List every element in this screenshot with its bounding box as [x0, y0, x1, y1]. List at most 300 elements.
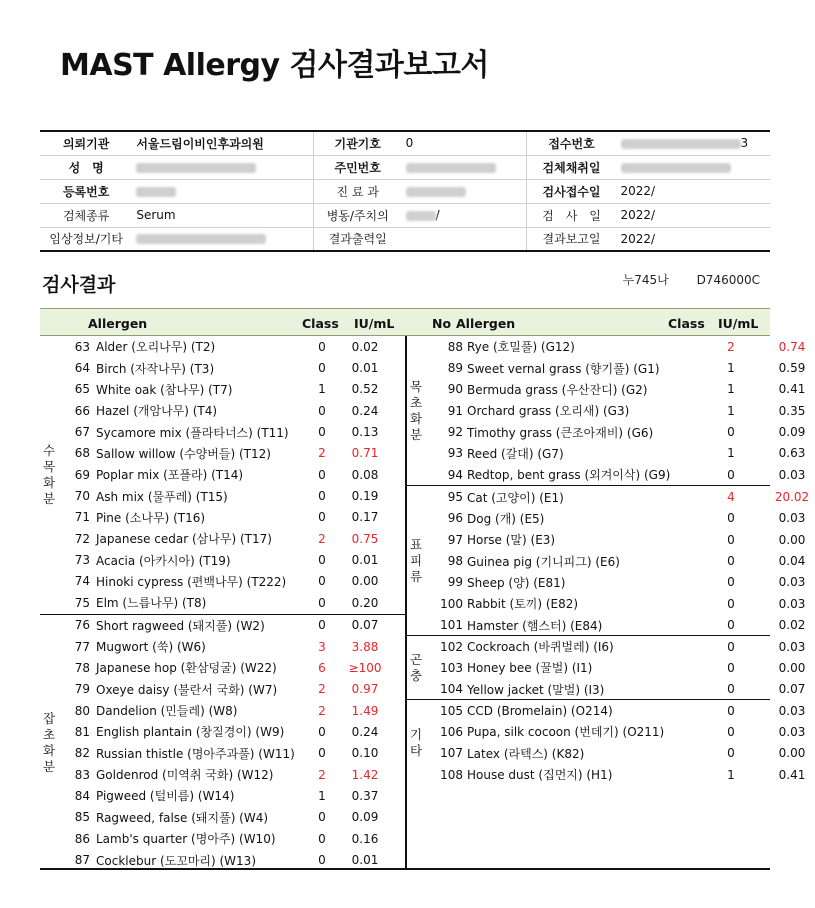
allergen-name: Dog (개) (E5) [467, 511, 545, 526]
allergen-number: 85 [74, 810, 90, 825]
allergen-row [54, 528, 405, 549]
info-label: 접수번호 [526, 131, 617, 155]
info-value-text: 서울드림이비인후과의원 [136, 136, 264, 151]
header-allergen: Allergen [88, 316, 148, 331]
allergen-iu: 20.02 [774, 490, 810, 505]
allergen-iu: 0.09 [351, 810, 379, 825]
allergen-name: Reed (갈대) (G7) [467, 446, 564, 461]
allergen-iu: 0.00 [778, 532, 806, 547]
allergen-iu: 0.03 [778, 639, 806, 654]
allergen-row [54, 721, 405, 742]
allergen-name: Cockroach (바퀴벌레) (I6) [467, 640, 614, 655]
allergen-row [54, 443, 405, 464]
allergen-row [421, 443, 806, 464]
allergen-number: 102 [440, 639, 463, 654]
allergen-number: 95 [447, 490, 463, 505]
allergen-group [407, 485, 810, 635]
allergen-iu: 0.07 [778, 682, 806, 697]
info-label: 결과출력일 [313, 227, 401, 251]
allergen-iu: 1.49 [351, 703, 379, 718]
allergen-name: Rye (호밀풀) (G12) [467, 340, 575, 355]
allergen-class: 0 [318, 810, 326, 825]
group-title: 잡초화분 [42, 710, 56, 774]
info-value [132, 227, 313, 251]
allergen-name: English plantain (창질경이) (W9) [96, 725, 285, 740]
info-value-text: 2022/ [620, 208, 656, 222]
allergen-class: 0 [727, 425, 735, 440]
allergen-iu: 0.19 [351, 489, 379, 504]
allergen-iu: 0.02 [351, 339, 379, 354]
allergen-name: Elm (느릅나무) (T8) [96, 596, 207, 611]
redacted-value [406, 163, 496, 173]
info-row [40, 227, 770, 251]
info-label: 결과보고일 [526, 227, 617, 251]
results-heading: 검사결과 [42, 274, 116, 296]
allergen-row [54, 849, 405, 870]
allergen-name: Guinea pig (기니피그) (E6) [467, 554, 620, 569]
allergen-iu: 0.03 [778, 467, 806, 482]
allergen-row [421, 357, 806, 378]
info-value-text: 2022/ [620, 231, 656, 246]
allergen-name: Rabbit (토끼) (E82) [467, 597, 579, 612]
allergen-name: Sheep (양) (E81) [467, 575, 566, 590]
allergen-row [421, 636, 806, 657]
allergen-iu: 0.16 [351, 831, 379, 846]
allergen-iu: 0.13 [351, 425, 379, 440]
allergen-name: Cat (고양이) (E1) [467, 490, 564, 505]
allergen-class: 0 [727, 639, 735, 654]
allergen-class: 1 [318, 788, 326, 803]
allergen-row [421, 400, 806, 421]
info-value [617, 227, 771, 251]
allergen-iu: 0.03 [778, 511, 806, 526]
allergen-class: 0 [727, 554, 735, 569]
allergen-iu: 0.71 [351, 446, 379, 461]
group-title: 수목화분 [42, 442, 56, 506]
allergen-number: 78 [74, 660, 90, 675]
report-title: MAST Allergy 검사결과보고서 [60, 48, 489, 83]
allergen-iu: 0.41 [778, 382, 806, 397]
info-value [402, 179, 526, 203]
allergen-name: Poplar mix (포플라) (T14) [96, 468, 244, 483]
allergen-iu: 0.24 [351, 724, 379, 739]
allergen-number: 104 [440, 682, 463, 697]
allergen-class: 0 [727, 660, 735, 675]
allergen-iu: 0.08 [351, 467, 379, 482]
allergen-number: 64 [74, 361, 90, 376]
allergen-name: Ash mix (물푸레) (T15) [96, 489, 228, 504]
info-label: 임상정보/기타 [40, 227, 132, 251]
allergen-number: 79 [74, 682, 90, 697]
info-value [402, 227, 526, 251]
allergen-class: 0 [318, 574, 326, 589]
allergen-name: Horse (말) (E3) [467, 533, 556, 548]
report-code: D746000C [696, 273, 760, 287]
allergen-number: 75 [74, 595, 90, 610]
allergen-row [54, 657, 405, 678]
allergen-class: 0 [318, 339, 326, 354]
allergen-number: 101 [440, 618, 463, 633]
allergen-number: 84 [74, 788, 90, 803]
allergen-row [421, 572, 806, 593]
allergen-row [54, 549, 405, 570]
allergen-number: 92 [447, 425, 463, 440]
allergen-name: Birch (자작나무) (T3) [96, 361, 215, 376]
allergen-number: 68 [74, 446, 90, 461]
info-row [40, 131, 770, 155]
allergen-row [54, 507, 405, 528]
allergen-class: 0 [318, 618, 326, 633]
allergen-number: 93 [447, 446, 463, 461]
allergen-number: 105 [440, 703, 463, 718]
group-title: 곤충 [409, 651, 423, 683]
info-value-text: 0 [405, 136, 414, 151]
allergen-row [421, 615, 806, 636]
allergen-number: 81 [74, 724, 90, 739]
allergen-number: 63 [74, 339, 90, 354]
allergen-name: Short ragweed (돼지풀) (W2) [96, 618, 265, 633]
allergen-iu: ≥100 [348, 660, 382, 675]
info-label: 기관기호 [313, 131, 401, 155]
allergen-number: 66 [74, 403, 90, 418]
allergen-name: Acacia (아카시아) (T19) [96, 553, 231, 568]
allergen-number: 97 [447, 532, 463, 547]
allergen-iu: 0.01 [351, 853, 379, 867]
allergen-number: 103 [440, 660, 463, 675]
allergen-row [421, 593, 806, 614]
allergen-number: 94 [447, 467, 463, 482]
allergen-number: 87 [74, 853, 90, 867]
allergen-number: 99 [447, 575, 463, 590]
allergen-row [421, 700, 806, 721]
allergen-class: 2 [727, 339, 735, 354]
header-no: No [432, 316, 452, 331]
group-title: 기타 [409, 726, 423, 758]
allergen-class: 1 [727, 446, 735, 461]
allergen-class: 0 [727, 467, 735, 482]
allergen-number: 108 [440, 767, 463, 782]
allergen-iu: 1.42 [351, 767, 379, 782]
allergen-name: Hamster (햄스터) (E84) [467, 618, 603, 633]
allergen-number: 76 [74, 618, 90, 633]
allergen-number: 65 [74, 382, 90, 397]
allergen-iu: 0.17 [351, 510, 379, 525]
allergen-number: 73 [74, 553, 90, 568]
allergen-group [40, 336, 405, 613]
allergen-number: 74 [74, 574, 90, 589]
allergen-row [54, 357, 405, 378]
info-value-text: Serum [136, 208, 176, 222]
allergen-name: CCD (Bromelain) (O214) [467, 703, 613, 718]
allergen-class: 2 [318, 703, 326, 718]
allergen-row [54, 785, 405, 806]
allergen-iu: 0.63 [778, 446, 806, 461]
allergen-class: 1 [318, 382, 326, 397]
redacted-value [621, 139, 741, 149]
allergen-iu: 3.88 [351, 639, 379, 654]
allergen-number: 100 [440, 596, 463, 611]
allergen-number: 71 [74, 510, 90, 525]
allergen-class: 0 [727, 575, 735, 590]
allergen-class: 1 [727, 361, 735, 376]
allergen-row [54, 700, 405, 721]
allergen-iu: 0.52 [351, 382, 379, 397]
header-iu: IU/mL [718, 316, 759, 331]
allergen-class: 3 [318, 639, 326, 654]
allergen-row [421, 508, 806, 529]
info-row [40, 155, 770, 179]
allergen-name: Sweet vernal grass (향기풀) (G1) [467, 361, 660, 376]
info-value [132, 203, 313, 227]
allergen-row [54, 592, 405, 613]
allergen-name: Goldenrod (미역취 국화) (W12) [96, 768, 274, 783]
allergen-name: White oak (참나무) (T7) [96, 382, 233, 397]
header-class: Class [302, 316, 339, 331]
header-iu: IU/mL [354, 316, 395, 331]
allergen-number: 91 [447, 403, 463, 418]
allergen-iu: 0.03 [778, 724, 806, 739]
allergen-name: Hinoki cypress (편백나무) (T222) [96, 574, 287, 589]
allergen-iu: 0.35 [778, 403, 806, 418]
results-table-header [40, 308, 770, 336]
allergen-name: Timothy grass (큰조아재비) (G6) [467, 425, 654, 440]
allergen-group [407, 336, 806, 485]
allergen-name: Sycamore mix (플라타너스) (T11) [96, 425, 289, 440]
redacted-value [406, 211, 436, 221]
allergen-number: 82 [74, 746, 90, 761]
info-value [402, 131, 526, 155]
allergen-class: 0 [318, 553, 326, 568]
allergen-iu: 0.00 [778, 746, 806, 761]
info-value [132, 131, 313, 155]
allergen-number: 69 [74, 467, 90, 482]
info-label: 검체종류 [40, 203, 132, 227]
group-title: 표피류 [409, 537, 423, 585]
allergen-class: 0 [318, 489, 326, 504]
header-allergen: Allergen [456, 316, 516, 331]
allergen-iu: 0.07 [351, 618, 379, 633]
info-value [132, 155, 313, 179]
allergen-name: Orchard grass (오리새) (G3) [467, 404, 630, 419]
allergen-row [54, 615, 405, 636]
info-label: 병동/주치의 [313, 203, 401, 227]
header-class: Class [668, 316, 705, 331]
allergen-iu: 0.41 [778, 767, 806, 782]
allergen-name: Oxeye daisy (불란서 국화) (W7) [96, 682, 278, 697]
info-label: 등록번호 [40, 179, 132, 203]
allergen-name: Sallow willow (수양버들) (T12) [96, 446, 271, 461]
allergen-row [54, 828, 405, 849]
allergen-class: 0 [727, 746, 735, 761]
allergen-group [40, 614, 405, 871]
allergen-class: 0 [727, 596, 735, 611]
info-label: 진 료 과 [313, 179, 401, 203]
allergen-iu: 0.01 [351, 553, 379, 568]
allergen-class: 2 [318, 446, 326, 461]
allergen-name: Japanese cedar (삼나무) (T17) [96, 532, 272, 547]
allergen-class: 0 [727, 532, 735, 547]
allergen-class: 0 [318, 467, 326, 482]
allergen-name: Pigweed (털비름) (W14) [96, 789, 235, 804]
allergen-name: Bermuda grass (우산잔디) (G2) [467, 382, 648, 397]
allergen-row [421, 550, 806, 571]
allergen-class: 1 [727, 403, 735, 418]
redacted-value [136, 234, 266, 244]
allergen-row [54, 679, 405, 700]
info-label: 검 사 일 [526, 203, 617, 227]
allergen-row [54, 421, 405, 442]
allergen-row [54, 485, 405, 506]
allergen-iu: 0.01 [351, 361, 379, 376]
allergen-row [421, 336, 806, 357]
allergen-class: 0 [318, 724, 326, 739]
allergen-name: Redtop, bent grass (외겨이삭) (G9) [467, 468, 671, 483]
redacted-value [136, 163, 256, 173]
allergen-class: 0 [318, 425, 326, 440]
info-label: 검사접수일 [526, 179, 617, 203]
allergen-iu: 0.03 [778, 575, 806, 590]
redacted-value [406, 187, 466, 197]
allergen-number: 106 [440, 724, 463, 739]
allergen-class: 2 [318, 767, 326, 782]
group-title: 목초화분 [409, 378, 423, 442]
allergen-name: Dandelion (민들레) (W8) [96, 704, 238, 719]
allergen-class: 0 [318, 510, 326, 525]
allergen-number: 96 [447, 511, 463, 526]
allergen-iu: 0.74 [778, 339, 806, 354]
allergen-class: 0 [318, 746, 326, 761]
allergen-row [54, 400, 405, 421]
allergen-class: 0 [727, 724, 735, 739]
allergen-iu: 0.97 [351, 682, 379, 697]
allergen-name: Pupa, silk cocoon (번데기) (O211) [467, 725, 665, 740]
allergen-row [54, 636, 405, 657]
info-label: 검체채취일 [526, 155, 617, 179]
allergen-row [54, 764, 405, 785]
info-row [40, 203, 770, 227]
allergen-name: Mugwort (쑥) (W6) [96, 640, 206, 655]
info-value [617, 203, 771, 227]
allergen-number: 86 [74, 831, 90, 846]
allergen-name: Japanese hop (환삼덩굴) (W22) [96, 661, 277, 676]
allergen-number: 88 [447, 339, 463, 354]
info-value [617, 155, 771, 179]
info-value-text: 3 [740, 136, 749, 151]
info-value-text: / [435, 208, 440, 222]
allergen-number: 98 [447, 554, 463, 569]
allergen-iu: 0.20 [351, 595, 379, 610]
allergen-iu: 0.03 [778, 596, 806, 611]
allergen-class: 1 [727, 767, 735, 782]
allergen-group [407, 699, 806, 785]
results-table [40, 308, 810, 870]
allergen-number: 89 [447, 361, 463, 376]
allergen-row [54, 571, 405, 592]
allergen-number: 77 [74, 639, 90, 654]
allergen-name: Alder (오리나무) (T2) [96, 340, 216, 355]
allergen-iu: 0.09 [778, 425, 806, 440]
allergen-class: 0 [318, 595, 326, 610]
allergen-row [421, 529, 806, 550]
allergen-name: Pine (소나무) (T16) [96, 510, 206, 525]
allergen-class: 1 [727, 382, 735, 397]
allergen-iu: 0.00 [351, 574, 379, 589]
allergen-iu: 0.37 [351, 788, 379, 803]
allergen-class: 4 [727, 490, 735, 505]
allergen-class: 0 [727, 511, 735, 526]
allergen-name: Yellow jacket (말벌) (I3) [467, 682, 605, 697]
info-row [40, 179, 770, 203]
allergen-iu: 0.24 [351, 403, 379, 418]
allergen-class: 2 [318, 682, 326, 697]
allergen-row [421, 486, 810, 507]
info-value [402, 155, 526, 179]
allergen-class: 6 [318, 660, 326, 675]
allergen-name: Cocklebur (도꼬마리) (W13) [96, 853, 256, 868]
allergen-row [421, 743, 806, 764]
allergen-name: Hazel (개암나무) (T4) [96, 404, 218, 419]
allergen-row [54, 379, 405, 400]
allergen-class: 0 [318, 361, 326, 376]
allergen-class: 2 [318, 531, 326, 546]
allergen-name: Honey bee (꿀벌) (I1) [467, 661, 593, 676]
allergen-row [54, 336, 405, 357]
allergen-number: 83 [74, 767, 90, 782]
allergen-name: Ragweed, false (돼지풀) (W4) [96, 810, 269, 825]
allergen-number: 70 [74, 489, 90, 504]
info-value [617, 179, 771, 203]
allergen-iu: 0.03 [778, 703, 806, 718]
allergen-iu: 0.75 [351, 531, 379, 546]
allergen-class: 0 [318, 853, 326, 867]
info-label: 의뢰기관 [40, 131, 132, 155]
redacted-value [621, 163, 731, 173]
allergen-row [421, 721, 806, 742]
allergen-group [407, 635, 806, 700]
allergen-class: 0 [318, 403, 326, 418]
info-value-text: 2022/ [620, 184, 656, 198]
redacted-value [136, 187, 176, 197]
info-value [617, 131, 771, 155]
allergen-class: 0 [318, 831, 326, 846]
info-value [132, 179, 313, 203]
allergen-number: 72 [74, 531, 90, 546]
allergen-row [421, 379, 806, 400]
allergen-row [54, 807, 405, 828]
allergen-row [421, 464, 806, 485]
allergen-iu: 0.02 [778, 618, 806, 633]
allergen-number: 90 [447, 382, 463, 397]
allergen-row [421, 764, 806, 785]
allergen-row [421, 421, 806, 442]
allergen-class: 0 [727, 618, 735, 633]
info-label: 성 명 [40, 155, 132, 179]
allergen-name: Latex (라텍스) (K82) [467, 746, 585, 761]
allergen-number: 67 [74, 425, 90, 440]
allergen-iu: 0.59 [778, 361, 806, 376]
info-value [402, 203, 526, 227]
allergen-class: 0 [727, 703, 735, 718]
patient-info-table [40, 130, 770, 252]
allergen-row [421, 657, 806, 678]
allergen-name: House dust (집먼지) (H1) [467, 768, 613, 783]
allergen-name: Lamb's quarter (명아주) (W10) [96, 832, 276, 847]
allergen-number: 80 [74, 703, 90, 718]
allergen-iu: 0.04 [778, 554, 806, 569]
allergen-iu: 0.10 [351, 746, 379, 761]
allergen-number: 107 [440, 746, 463, 761]
report-codes [599, 271, 760, 288]
